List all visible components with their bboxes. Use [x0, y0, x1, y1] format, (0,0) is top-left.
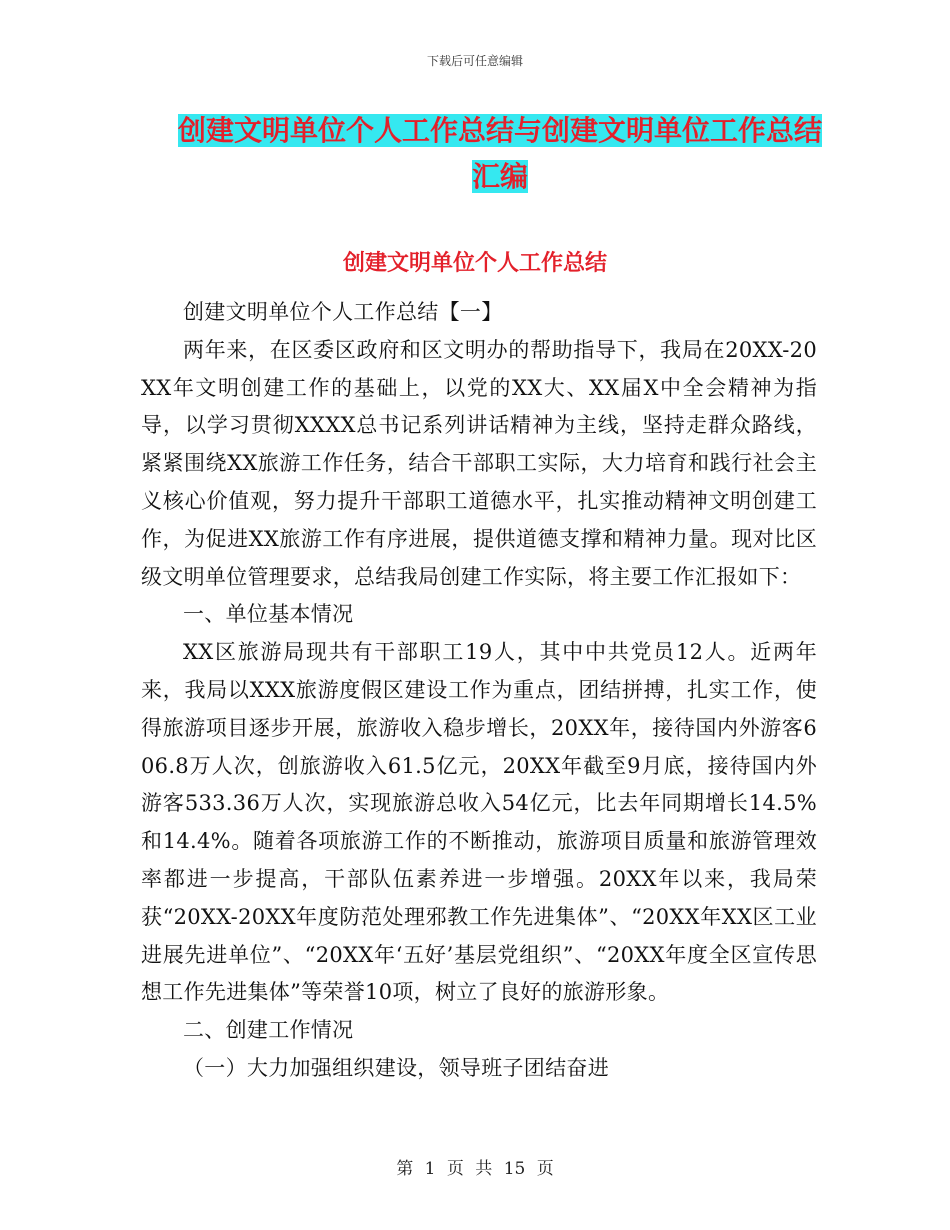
paragraph-basic-info: XX区旅游局现共有干部职工19人，其中中共党员12人。近两年来，我局以XXX旅游度假区建设工作为重点，团结拼搏，扎实工作，使得旅游项目逐步开展，旅游收入稳步增长，20XX年，接待国内外游客606.8万人次，创旅游收入61.5亿元，20XX年截至9月底，接待国内外游客533.36万人次，实现旅游总收入54亿元，比去年同期增长14.5%和14.4%。随着各项旅游工作的不断推动，旅游项目质量和旅游管理效率都进一步提高，干部队伍素养进一步增强。20XX年以来，我局荣获“20XX-20XX年度防范处理邪教工作先进集体”、“20XX年XX区工业进展先进单位”、“20XX年‘五好’基层党组织”、“20XX年度全区宣传思想工作先进集体”等荣誉10项，树立了良好的旅游形象。 — [141, 640, 817, 1005]
paragraph-subtitle: 创建文明单位个人工作总结【一】 — [183, 300, 503, 324]
title-line-2: 汇编 — [471, 160, 528, 193]
section-title: 创建文明单位个人工作总结 — [342, 251, 607, 276]
heading-work-status: 二、创建工作情况 — [183, 1018, 354, 1043]
paragraph-intro: 两年来，在区委区政府和区文明办的帮助指导下，我局在20XX-20XX年文明创建工作的基础上，以党的XX大、XX届X中全会精神为指导，以学习贯彻XXXX总书记系列讲话精神为主线，坚持走群众路线，紧紧围绕XX旅游工作任务，结合干部职工实际，大力培育和践行社会主义核心价值观，努力提升干部职工道德水平，扎实推动精神文明创建工作，为促进XX旅游工作有序进展，提供道德支撑和精神力量。现对比区级文明单位管理要求，总结我局创建工作实际，将主要工作汇报如下： — [141, 337, 817, 589]
document-body — [141, 294, 817, 1088]
title-line-1: 创建文明单位个人工作总结与创建文明单位工作总结 — [177, 114, 822, 147]
page-footer: 第 1 页 共 15 页 — [396, 1159, 554, 1179]
document-title — [140, 108, 860, 200]
heading-organization: （一）大力加强组织建设，领导班子团结奋进 — [183, 1055, 609, 1080]
heading-basic-info: 一、单位基本情况 — [183, 602, 354, 627]
header-note: 下载后可任意编辑 — [426, 54, 523, 68]
